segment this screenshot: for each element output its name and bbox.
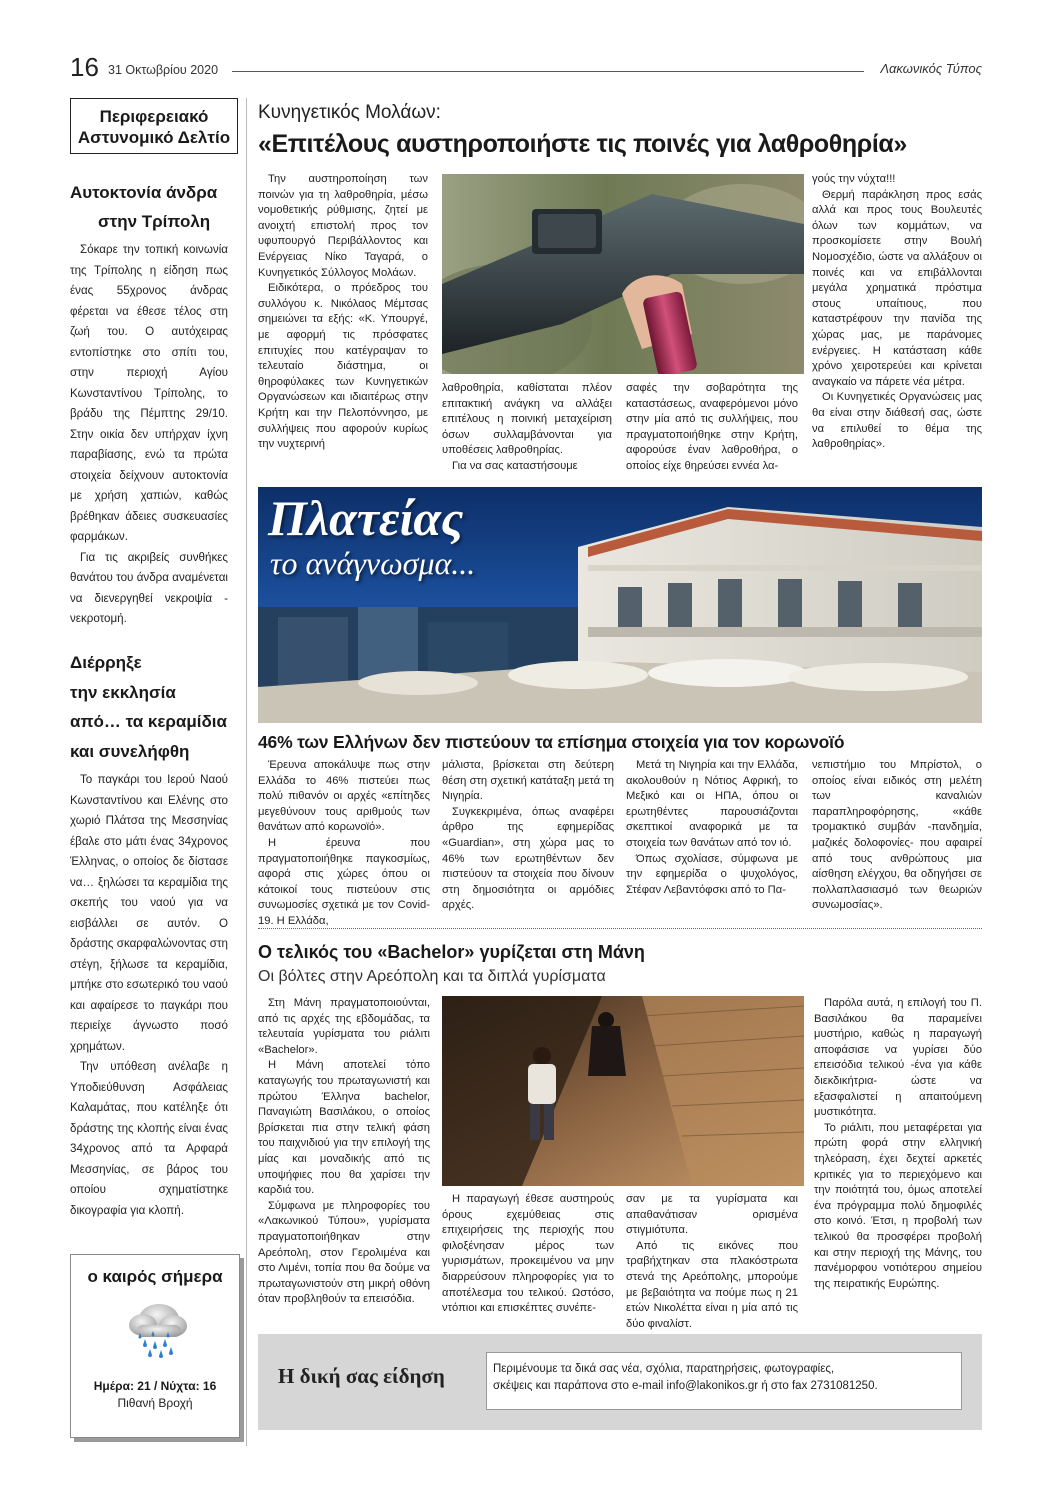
shotgun-photo <box>442 174 804 374</box>
article-paragraph: γούς την νύχτα!!! <box>812 173 896 185</box>
police-bulletin-box <box>70 98 238 154</box>
story-church-title-line: και συνελήφθη <box>70 741 190 761</box>
article-hunting-headline: «Επιτέλους αυστηροποιήστε τις ποινές για λαθροθηρία» <box>258 130 907 158</box>
story-suicide-title-line2: στην Τρίπολη <box>98 212 211 231</box>
article-bachelor-subhead: Οι βόλτες στην Αρεόπολη και τα διπλά γυρίσματα <box>258 968 606 985</box>
story-church-title-line: Διέρρηξε <box>70 653 142 672</box>
article-bachelor-headline: Ο τελικός του «Bachelor» γυρίζεται στη Μάνη <box>258 942 645 962</box>
weather-title: ο καιρός σήμερα <box>87 1267 223 1286</box>
weather-temperatures: Ημέρα: 21 / Νύχτα: 16 <box>93 1379 217 1393</box>
article-bachelor-col1 <box>258 996 430 1308</box>
article-paragraph: νεπιστήμιο του Μπρίστολ, ο οποίος είναι ειδικός στη μελέτη των καναλιών παραπληροφόρησης, «κάθε τρομακτικό συμβάν -πανδημία, μαζικές δολοφονίες- που αφαιρεί από τους ανθρώπους μια αίσθηση ελέγχου, θα οδηγήσει σε πολλαπλασιασμό των θεωριών συνωμοσίας». <box>812 759 982 912</box>
rain-cloud-icon <box>123 1297 193 1359</box>
article-paragraph: Η παραγωγή έθεσε αυστηρούς όρους εχεμύθειας στις επιχειρήσεις της περιοχής που φιλοξένησαν μέρος των γυρισμάτων, προκειμένου να μην διαρρεύσουν πληροφορίες για το αποτέλεσμα του τελικού. Ωστόσο, ντόπιοι και επισκέπτες συνέπε- <box>442 1193 614 1315</box>
your-news-text-box <box>486 1352 962 1410</box>
article-paragraph: Στη Μάνη πραγματοποιούνται, από τις αρχές της εβδομάδας, τα τελευταία γυρίσματα του ριάλιτι «Bachelor». <box>258 997 430 1056</box>
article-paragraph: μάλιστα, βρίσκεται στη δεύτερη θέση στη σχετική κατάταξη μετά τη Νιγηρία. <box>442 759 614 803</box>
plateias-banner <box>258 487 982 723</box>
article-paragraph: Από τις εικόνες που τραβήχτηκαν στα πλακόστρωτα στενά της Αρεόπολης, μπορούμε με βεβαιότητα να πούμε πως η 21 ετών Νικολέττα είναι η μία από τις δύο φιναλίστ. <box>626 1239 798 1330</box>
article-bachelor-col3 <box>626 1192 798 1332</box>
story-church-paragraph: Την υπόθεση ανέλαβε η Υποδιεύθυνση Ασφάλειας Καλαμάτας, που κατέληξε ότι δράστης της κλοπής είναι ένας 34χρονος από τα Αρφαρά Μεσσηνίας, σε βάρος του οποίου σχηματίστηκε δικογραφία για κλοπή. <box>70 1060 228 1217</box>
article-paragraph: Η έρευνα που πραγματοποιήθηκε παγκοσμίως, αφορά στις χώρες όπου οι κάτοικοί τους πιστεύουν στις συνωμοσίες σχετικά με τον Covid-19. Η Ελλάδα, <box>258 836 430 927</box>
sidebar-divider <box>246 98 247 1446</box>
story-suicide <box>70 178 228 630</box>
section-separator <box>258 928 982 929</box>
story-suicide-paragraph: Σόκαρε την τοπική κοινωνία της Τρίπολης η είδηση πως ένας 55χρονος άνδρας φέρεται να έθεσε τέλος στη ζωή του. Ο αυτόχειρας εντοπίστηκε στο σπίτι του, στην περιοχή Αγίου Κωνσταντίνου Τρίπολης, το βράδυ της Πέμπτης 29/10. Στην οικία δεν υπήρχαν ίχνη παραβίασης, ενώ τα πρώτα στοιχεία δείχνουν αυτοκτονία με χρήση χαπιών, καθώς βρέθηκαν άδειες συσκευασίες φαρμάκων. <box>70 243 228 543</box>
article-hunting-col3 <box>626 381 798 475</box>
story-church-body <box>70 770 228 1221</box>
your-news-title: Η δική σας είδηση <box>278 1364 445 1388</box>
article-paragraph: Την αυστηροποίηση των ποινών για τη λαθροθηρία, μέσω νομοθετικής ρύθμισης, ζητεί με ανοιχτή επιστολή προς τον υφυπουργό Περιβάλλοντος και Ενέργειας Νίκο Ταγαρά, ο Κυνηγετικός Σύλλογος Μολάων. <box>258 173 428 279</box>
article-covid <box>258 732 982 927</box>
article-paragraph: σαν με τα γυρίσματα και απαθανάτισαν ορισμένα στιγμιότυπα. <box>626 1193 798 1237</box>
story-church-paragraph: Το παγκάρι του Ιερού Ναού Κωνσταντίνου και Ελένης στο χωριό Πλάτσα της Μεσσηνίας έβαλε στο μάτι ένας 34χρονος Έλληνας, ο οποίος δε δίστασε να… ξηλώσει τα κεραμίδια της σκεπής του ναού για να εισβάλλει σε αυτόν. Ο δράστης σκαρφαλώνοντας στη στέγη, ξήλωσε τα κεραμίδια, μπήκε στο εσωτερικό του ναού και αφαίρεσε το παγκάρι που περιείχε άγνωστο ποσό χρημάτων. <box>70 773 228 1053</box>
story-church-title-line: από… τα κεραμίδια <box>70 712 227 731</box>
story-suicide-paragraph: Για τις ακριβείς συνθήκες θανάτου του άνδρα αναμένεται να διενεργηθεί νεκροψία - νεκροτομή. <box>70 550 228 625</box>
article-covid-col4 <box>812 758 982 914</box>
article-paragraph: Για να σας καταστήσουμε <box>452 459 578 472</box>
article-paragraph: Έρευνα αποκάλυψε πως στην Ελλάδα το 46% πιστεύει πως πολύ πιθανόν οι αρχές «επίτηδες μεγεθύνουν τους αριθμούς των θανάτων από κορωνοϊό». <box>258 759 430 834</box>
story-church-theft <box>70 648 228 1221</box>
article-covid-col3 <box>626 758 798 898</box>
article-hunting-col4 <box>812 172 982 453</box>
article-covid-headline: 46% των Ελλήνων δεν πιστεύουν τα επίσημα στοιχεία για τον κορωνοϊό <box>258 732 845 752</box>
article-hunting-col1 <box>258 172 428 453</box>
article-paragraph: λαθροθηρία, καθίσταται πλέον επιτακτική ανάγκη να αλλάξει επιτέλους η ποινική μεταχείριση όσων συλλαμβάνονται για υποθέσεις λαθροθηρίας. <box>442 382 612 457</box>
article-hunting <box>258 102 982 472</box>
banner-line2: το ανάγνωσμα... <box>270 545 476 581</box>
article-paragraph: Όπως σχολίασε, σύμφωνα με την εφημερίδα ο ψυχολόγος, Στέφαν Λεβαντόφσκι από το Πα- <box>626 852 798 896</box>
article-hunting-col2 <box>442 381 612 475</box>
your-news-line1: Περιμένουμε τα δικά σας νέα, σχόλια, παρατηρήσεις, φωτογραφίες, <box>493 1363 835 1375</box>
article-paragraph: Παρόλα αυτά, η επιλογή του Π. Βασιλάκου θα παραμείνει μυστήριο, καθώς η παραγωγή αποφάσισε να γυρίσει δύο επεισόδια τελικού -ένα για κάθε διεκδικήτρια- ώστε να εξασφαλιστεί η απαιτούμενη μυστικότητα. <box>814 997 982 1119</box>
article-paragraph: Η Μάνη αποτελεί τόπο καταγωγής του πρωταγωνιστή και πρώτου Έλληνα bachelor, Παναγιώτη Βασιλάκου, ο οποίος βρίσκεται πια στην τελική φάση του παιχνιδιού για την επιλογή της μίας και μοναδικής από τις υποψήφιες που θα χαρίσει την καρδιά του. <box>258 1059 430 1197</box>
issue-date: 31 Οκτωβρίου 2020 <box>108 63 219 77</box>
story-suicide-title-line1: Αυτοκτονία άνδρα <box>70 183 218 202</box>
article-bachelor <box>258 942 982 1332</box>
paper-name: Λακωνικός Τύπος <box>880 61 982 76</box>
article-bachelor-col2 <box>442 1192 614 1317</box>
police-bulletin-title-line1: Περιφερειακό <box>99 107 209 126</box>
page-number: 16 <box>70 52 99 82</box>
article-paragraph: Οι Κυνηγετικές Οργανώσεις μας θα είναι στην διάθεσή σας, ώστε να επιλυθεί το θέμα της λαθροθηρίας». <box>812 391 982 451</box>
article-paragraph: Το ριάλιτι, που μεταφέρεται για πρώτη φορά στην ελληνική τηλεόραση, έχει δεχτεί αρκετές κριτικές για το περιεχόμενο και την ποιότητά του, όμως αποτελεί ένα πρόγραμμα πολύ δημοφιλές στο κοινό. Έτσι, η προβολή των τελικού θα προσφέρει προβολή και στην περιοχή της Μάνης, του πανέμορφου νοτιότερου σημείου της πειρατικής Ευρώπης. <box>814 1121 982 1290</box>
bachelor-photo <box>442 996 804 1186</box>
police-bulletin-title-line2: Αστυνομικό Δελτίο <box>77 128 231 147</box>
article-bachelor-col4 <box>814 996 982 1292</box>
article-paragraph: Συγκεκριμένα, όπως αναφέρει άρθρο της εφημερίδας «Guardian», στη χώρα μας το 46% των ερωτηθέντων δεν πιστεύουν τα στοιχεία που δίνουν στη δημοσιότητα οι αρμόδιες αρχές. <box>442 805 614 912</box>
story-church-title-line: την εκκλησία <box>70 682 176 702</box>
article-hunting-kicker: Κυνηγετικός Μολάων: <box>258 102 441 123</box>
story-suicide-body <box>70 240 228 630</box>
page-header <box>70 52 982 82</box>
article-covid-col2 <box>442 758 614 914</box>
weather-box <box>70 1254 240 1438</box>
weather-condition: Πιθανή Βροχή <box>117 1396 193 1410</box>
article-paragraph: Μετά τη Νιγηρία και την Ελλάδα, ακολουθούν η Νότιος Αφρική, το Μεξικό και οι ΗΠΑ, όπου οι ερωτηθέντες παρουσιάζονται σκεπτικοί αναφορικά με τα στοιχεία των θανάτων από τον ιό. <box>626 759 798 849</box>
your-news-line2: σκέψεις και παράπονα στο e-mail info@lakonikos.gr ή στο fax 2731081250. <box>493 1380 878 1392</box>
header-rule-left <box>232 71 864 72</box>
sidebar <box>70 98 242 1448</box>
article-covid-col1 <box>258 758 430 930</box>
article-paragraph: Σύμφωνα με πληροφορίες του «Λακωνικού Τύπου», γυρίσματα πραγματοποιήθηκαν στην Αρεόπολη, στον Γερολιμένα και στο Λιμένι, τοπία που θα δούμε να πρωταγωνιστούν στη μικρή οθόνη όταν προβληθούν τα επεισόδια. <box>258 1199 430 1306</box>
banner-line1: Πλατείας <box>268 490 464 546</box>
your-news-box <box>258 1334 982 1430</box>
article-paragraph: Θερμή παράκληση προς εσάς αλλά και προς τους Βουλευτές όλων των κομμάτων, να προσκομίσετε στην Βουλή Νομοσχέδιο, ώστε να αλλάξουν οι ποινές και να επιβάλλονται μεγάλα χρηματικά πρόστιμα στους υπαίτιους, που καταστρέφουν την πανίδα της χώρας μας, με παράνομες ενέργειες. Η κατάσταση κάθε χρόνο χειροτερεύει και κρίνεται αναγκαίο να πάρετε νέα μέτρα. <box>812 188 982 388</box>
article-paragraph: σαφές την σοβαρότητα της καταστάσεως, αναφερόμενοι μόνο στην μία από τις συλλήψεις, που πραγματοποιήθηκε στην Κρήτη, αφορούσε έναν λαθροθήρα, ο οποίος είχε θηρεύσει εννέα λα- <box>626 382 798 472</box>
article-paragraph: Ειδικότερα, ο πρόεδρος του συλλόγου κ. Νικόλαος Μέμτσας σημειώνει τα εξής: «Κ. Υπουργέ, με αφορμή τις πρόσφατες επιτυχίες που κατέγραψαν το τελευταίο διάστημα, οι θηροφύλακες των Κυνηγετικών Οργανώσεων και ιδιαιτέρως στην Κρήτη και την Πελοπόννησο, με συλλήψεις που αφορούν κυρίως την νυχτερινή <box>258 282 428 451</box>
